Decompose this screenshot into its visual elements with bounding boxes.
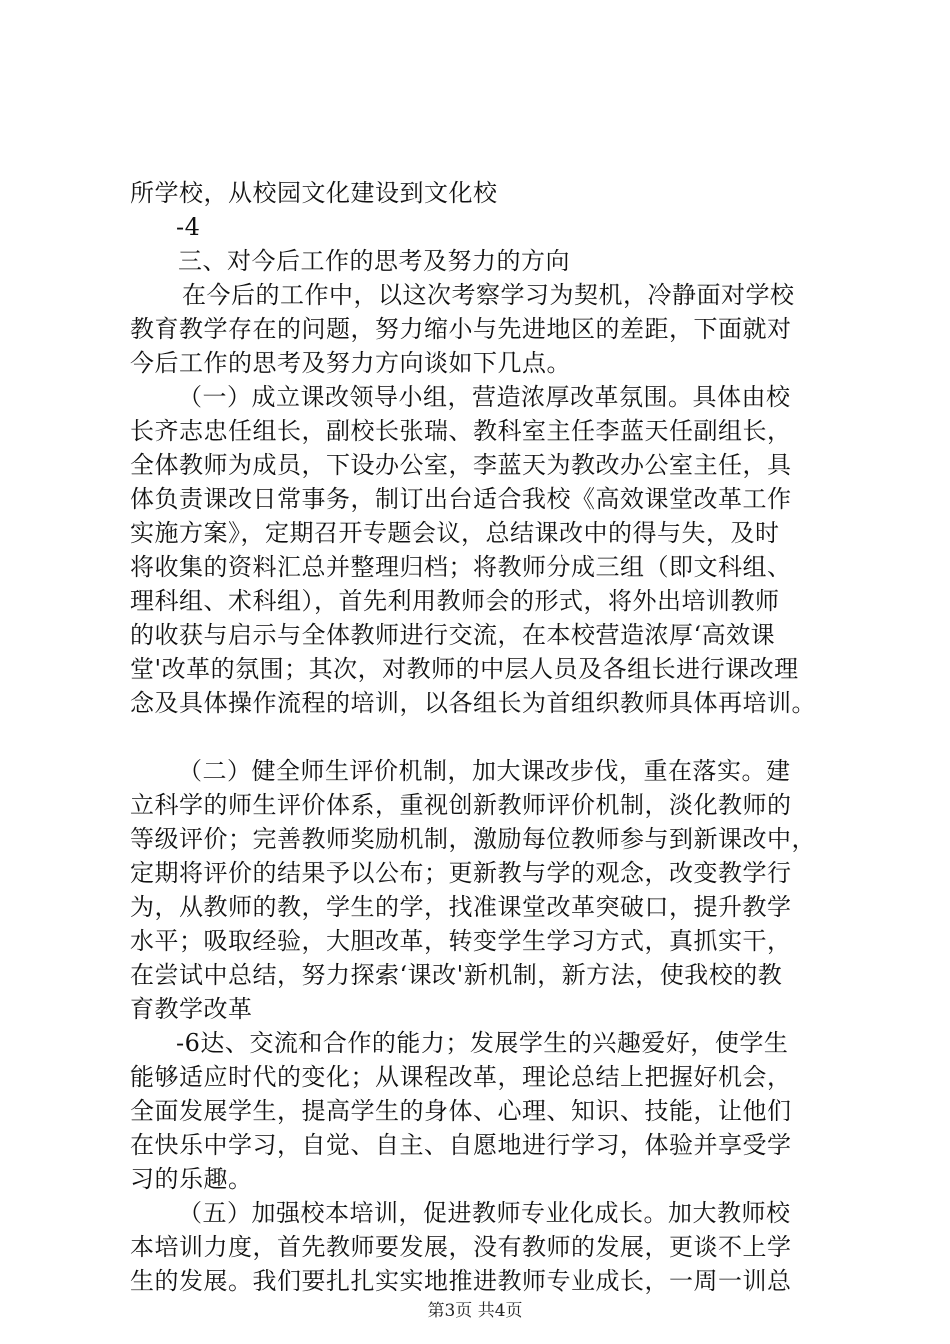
text-line: -6达、交流和合作的能力；发展学生的兴趣爱好，使学生 — [176, 1029, 789, 1057]
page-marker: -4 — [176, 213, 201, 241]
text-line: 定期将评价的结果予以公布；更新教与学的观念，改变教学行 — [130, 859, 792, 887]
text-line: 念及具体操作流程的培训，以各组长为首组织教师具体再培训。 — [130, 689, 816, 717]
text-line: （一）成立课改领导小组，营造浓厚改革氛围。具体由校 — [178, 383, 791, 411]
text-line: 全面发展学生，提高学生的身体、心理、知识、技能，让他们 — [130, 1097, 792, 1125]
text-line: 堂'改革的氛围；其次，对教师的中层人员及各组长进行课改理 — [130, 655, 799, 683]
text-line: 体负责课改日常事务，制订出台适合我校《高效课堂改革工作 — [130, 485, 792, 513]
text-line: 在尝试中总结，努力探索‘课改'新机制，新方法，使我校的教 — [130, 961, 783, 989]
text-line: （二）健全师生评价机制，加大课改步伐，重在落实。建 — [178, 757, 791, 785]
text-line: 育教学改革 — [130, 995, 253, 1023]
page-number-footer: 第3页 共4页 — [427, 1301, 523, 1321]
text-line: 在快乐中学习，自觉、自主、自愿地进行学习，体验并享受学 — [130, 1131, 792, 1159]
text-line: 生的发展。我们要扎扎实实地推进教师专业成长，一周一训总 — [130, 1267, 792, 1295]
text-line: 能够适应时代的变化；从课程改革，理论总结上把握好机会， — [130, 1063, 792, 1091]
text-line: 等级评价；完善教师奖励机制，激励每位教师参与到新课改中， — [130, 825, 816, 853]
text-line: 为，从教师的教，学生的学，找准课堂改革突破口，提升教学 — [130, 893, 792, 921]
text-line: 理科组、术科组），首先利用教师会的形式，将外出培训教师 — [130, 587, 780, 615]
text-line: （五）加强校本培训，促进教师专业化成长。加大教师校 — [178, 1199, 791, 1227]
text-line: 立科学的师生评价体系，重视创新教师评价机制，淡化教师的 — [130, 791, 792, 819]
text-line: 教育教学存在的问题，努力缩小与先进地区的差距，下面就对 — [130, 315, 792, 343]
text-line: 长齐志忠任组长，副校长张瑞、教科室主任李蓝天任副组长， — [130, 417, 792, 445]
text-line: 今后工作的思考及努力方向谈如下几点。 — [130, 349, 571, 377]
text-line: 在今后的工作中，以这次考察学习为契机，冷静面对学校 — [182, 281, 795, 309]
text-line: 水平；吸取经验，大胆改革，转变学生学习方式，真抓实干， — [130, 927, 792, 955]
text-line: 实施方案》，定期召开专题会议，总结课改中的得与失，及时 — [130, 519, 780, 547]
text-line: 习的乐趣。 — [130, 1165, 253, 1193]
text-line: 所学校，从校园文化建设到文化校 — [130, 179, 498, 207]
section-heading: 三、对今后工作的思考及努力的方向 — [178, 247, 570, 275]
text-line: 的收获与启示与全体教师进行交流，在本校营造浓厚‘高效课 — [130, 621, 776, 649]
text-line: 将收集的资料汇总并整理归档；将教师分成三组（即文科组、 — [130, 553, 792, 581]
text-line: 全体教师为成员，下设办公室，李蓝天为教改办公室主任，具 — [130, 451, 792, 479]
text-line: 本培训力度，首先教师要发展，没有教师的发展，更谈不上学 — [130, 1233, 792, 1261]
